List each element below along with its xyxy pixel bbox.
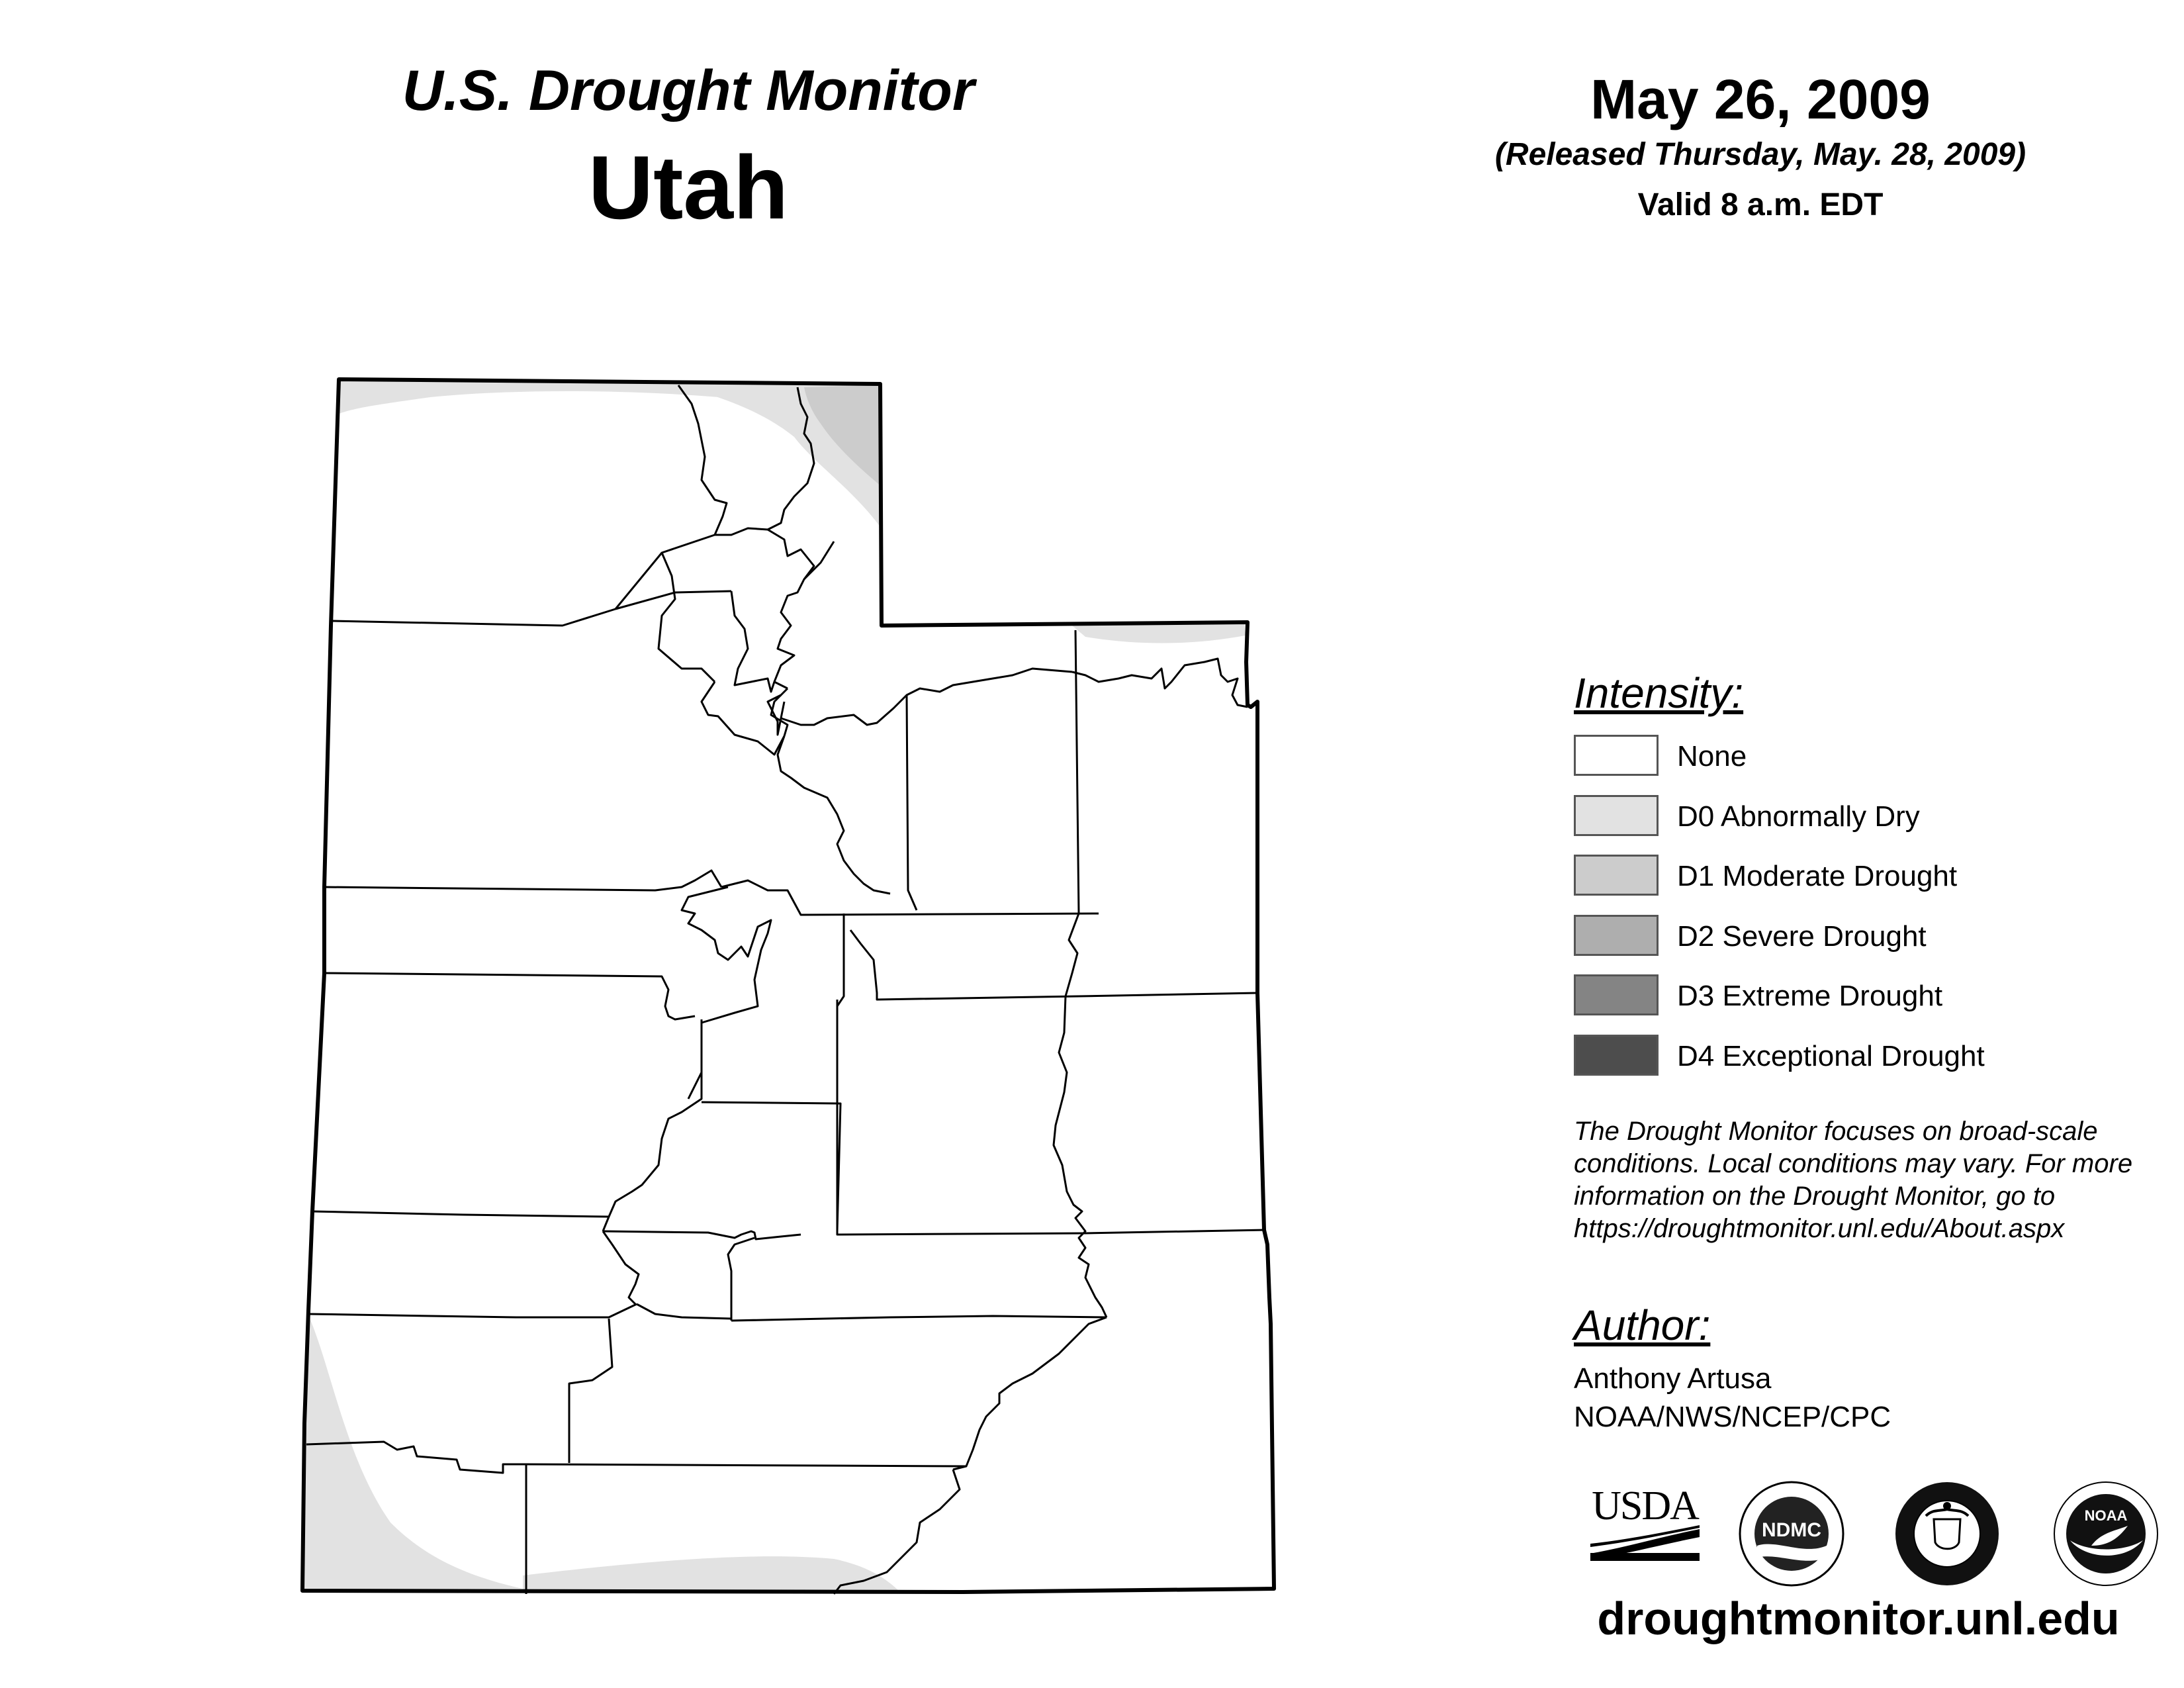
legend-item	[1574, 855, 2169, 901]
county-line	[702, 682, 784, 755]
county-line	[332, 609, 615, 626]
legend-swatch	[1574, 915, 1659, 956]
county-line	[637, 1304, 731, 1319]
county-line	[312, 1211, 609, 1217]
website-link[interactable]: droughtmonitor.unl.edu	[1597, 1593, 2120, 1644]
county-line	[308, 1304, 637, 1317]
county-line	[850, 930, 1079, 1000]
legend-label: None	[1677, 740, 1747, 773]
ndmc-logo-text: NDMC	[1762, 1519, 1821, 1541]
county-line	[1079, 993, 1257, 996]
map-date: May 26, 2009	[1590, 68, 1931, 130]
legend-swatch	[1574, 855, 1659, 896]
county-line	[721, 880, 1099, 915]
county-line	[781, 669, 1072, 725]
county-line	[604, 1231, 801, 1239]
doc-seal-logo	[1893, 1479, 2002, 1589]
legend-swatch	[1574, 974, 1659, 1015]
legend-item	[1574, 735, 2169, 781]
county-line	[702, 1102, 841, 1231]
county-line	[1072, 659, 1248, 707]
note-line: information on the Drought Monitor, go to	[1574, 1182, 2056, 1211]
drought-areas	[304, 381, 1246, 1592]
map-title: U.S. Drought Monitor	[402, 59, 975, 122]
legend-swatch	[1574, 1035, 1659, 1076]
county-line	[728, 1238, 754, 1321]
county-line	[837, 1000, 1085, 1235]
legend-swatch	[1574, 795, 1659, 836]
county-line	[603, 1231, 639, 1304]
county-line	[768, 530, 814, 688]
ndmc-logo	[1737, 1479, 1846, 1589]
county-line	[953, 1317, 1107, 1470]
county-boundaries	[306, 385, 1264, 1594]
note-line: conditions. Local conditions may vary. For more	[1574, 1149, 2133, 1178]
county-line	[678, 385, 727, 535]
legend-label: D0 Abnormally Dry	[1677, 800, 1920, 833]
county-line	[1054, 630, 1107, 1317]
county-line	[768, 688, 788, 735]
noaa-logo	[2052, 1479, 2161, 1589]
d0-south-strip	[523, 1556, 900, 1592]
usda-logo	[1587, 1483, 1703, 1562]
usda-logo-text: USDA	[1592, 1483, 1698, 1528]
county-line	[569, 1319, 612, 1463]
county-line	[778, 736, 890, 894]
author-title: Author:	[1574, 1301, 1711, 1349]
legend-item	[1574, 795, 2169, 841]
legend-item	[1574, 974, 2169, 1021]
legend-label: D4 Exceptional Drought	[1677, 1039, 1985, 1072]
county-line	[659, 553, 715, 682]
d0-southwest-corner	[304, 1311, 523, 1591]
state-name: Utah	[588, 137, 789, 238]
note-line: The Drought Monitor focuses on broad-scale	[1574, 1117, 2098, 1146]
county-line	[1085, 1230, 1264, 1233]
county-line	[731, 1316, 1107, 1321]
usda-swoosh-icon	[1587, 1524, 1703, 1564]
county-line	[615, 535, 715, 609]
county-line	[682, 887, 771, 1099]
valid-time: Valid 8 a.m. EDT	[1637, 187, 1884, 222]
county-line	[326, 973, 695, 1019]
county-line	[603, 1019, 702, 1231]
legend-title: Intensity:	[1574, 669, 1744, 717]
county-line	[907, 695, 917, 910]
legend-label: D3 Extreme Drought	[1677, 980, 1943, 1012]
utah-state-outline	[302, 379, 1274, 1592]
legend-label: D1 Moderate Drought	[1677, 860, 1958, 892]
county-line	[324, 870, 721, 890]
author-name: Anthony Artusa	[1574, 1362, 1772, 1395]
disclaimer-note	[1574, 1115, 2169, 1245]
legend-item	[1574, 915, 2169, 961]
author-org: NOAA/NWS/NCEP/CPC	[1574, 1401, 1891, 1433]
noaa-logo-text: NOAA	[2084, 1507, 2128, 1524]
note-line[interactable]: https://droughtmonitor.unl.edu/About.aspx	[1574, 1214, 2065, 1243]
legend-swatch	[1574, 735, 1659, 776]
legend-label: D2 Severe Drought	[1677, 919, 1927, 953]
county-line	[731, 591, 774, 692]
county-line	[526, 1464, 966, 1466]
release-date: (Released Thursday, May. 28, 2009)	[1494, 137, 2026, 172]
legend-item	[1574, 1035, 2169, 1081]
